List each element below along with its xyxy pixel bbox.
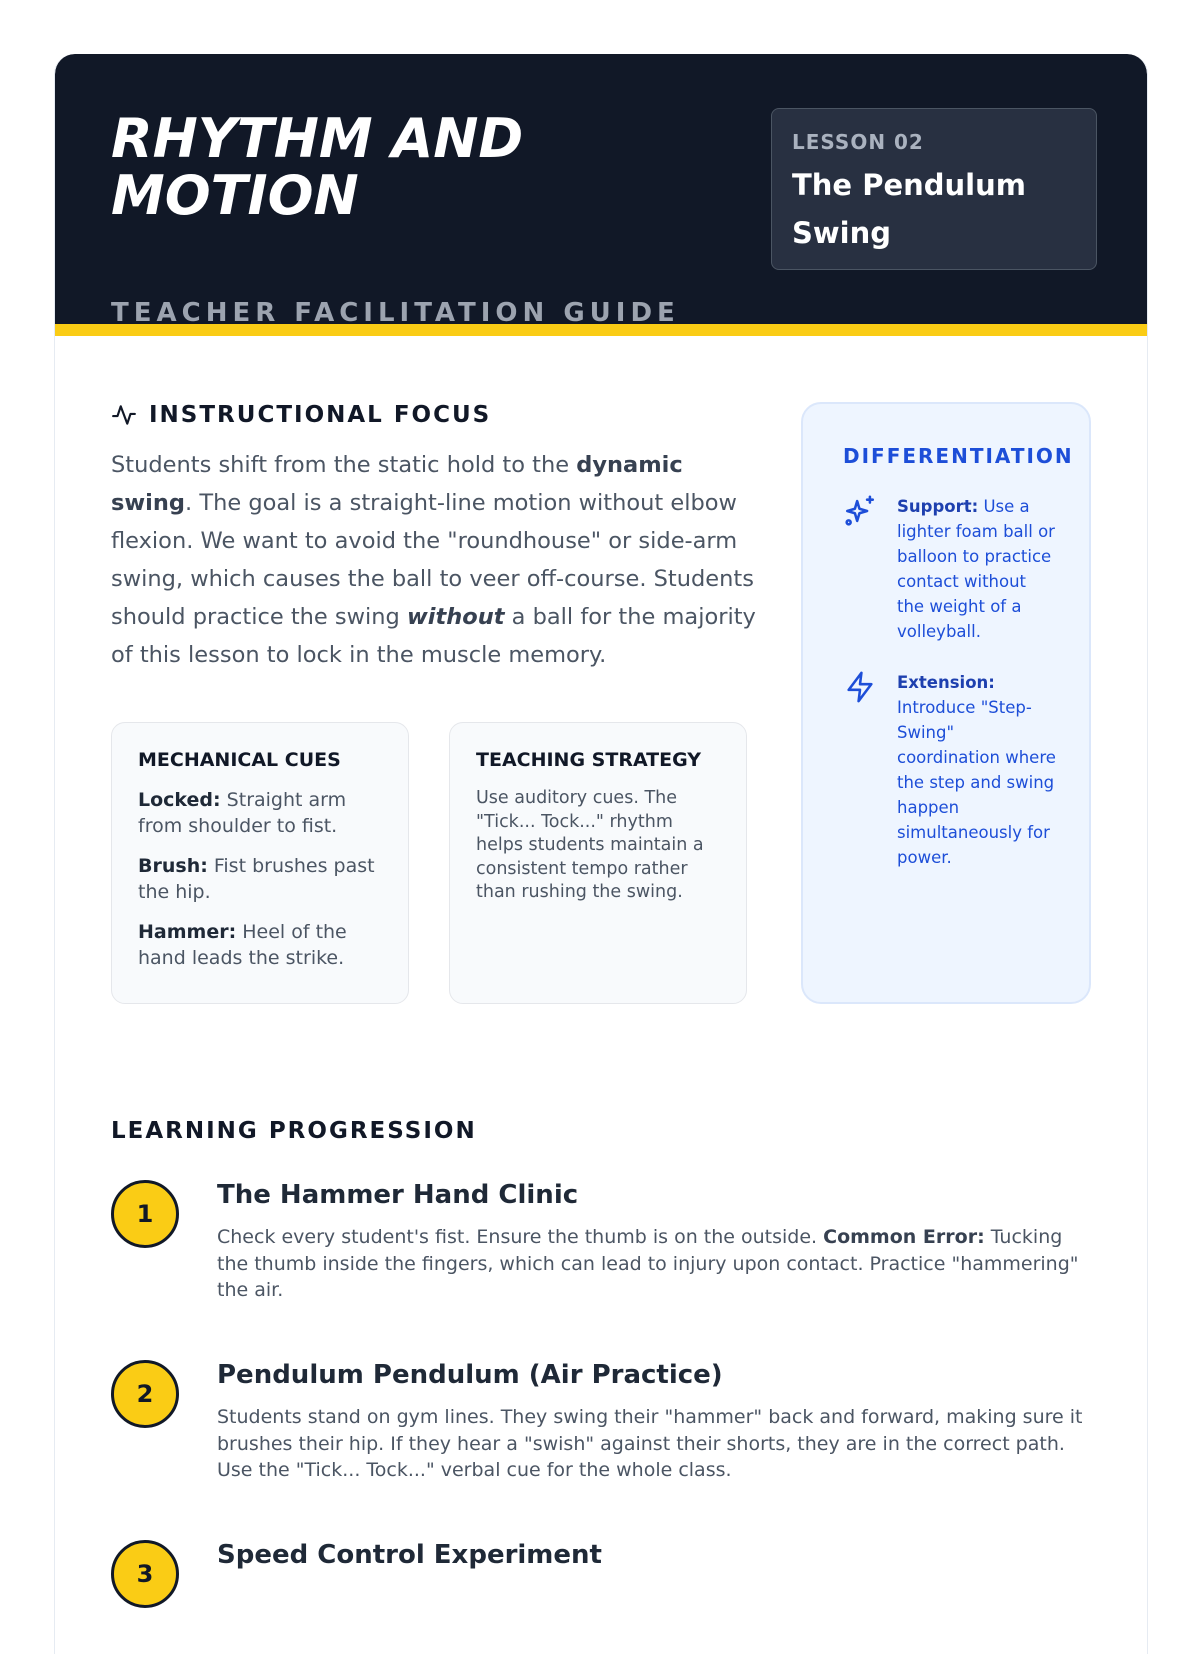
step-description: Students stand on gym lines. They swing their "hammer" back and forward, making sure it brushes their hip. If they hear a "swish" against their shorts, they are in the correct path. Use the "Tick... Tock..." verbal cue for the whole class. xyxy=(217,1406,1083,1481)
teaching-strategy-text: Use auditory cues. The "Tick... Tock..." rhythm helps students maintain a consistent tempo rather than rushing the swing. xyxy=(476,788,704,902)
sparkles-icon xyxy=(843,494,877,644)
step-title: Pendulum Pendulum (Air Practice) xyxy=(217,1360,723,1390)
activity-icon xyxy=(111,402,137,428)
extension-text: Extension: Introduce "Step-Swing" coordination where the step and swing happen simultaneously for power. xyxy=(897,673,1056,867)
support-text: Support: Use a lighter foam ball or balloon to practice contact without the weight of a volleyball. xyxy=(897,497,1055,641)
cue-item: Hammer: Heel of the hand leads the strike. xyxy=(138,921,347,969)
teaching-strategy-card xyxy=(449,722,747,1004)
learning-progression-heading: LEARNING PROGRESSION xyxy=(111,1118,477,1144)
cue-item: Locked: Straight arm from shoulder to fist. xyxy=(138,789,347,837)
lesson-guide-page xyxy=(54,54,1148,1654)
guide-title: RHYTHM AND MOTION xyxy=(111,107,524,227)
instructional-focus-heading xyxy=(111,402,491,428)
cue-item: Brush: Fist brushes past the hip. xyxy=(138,855,375,903)
lightning-icon xyxy=(843,670,877,870)
step-title: Speed Control Experiment xyxy=(217,1540,602,1570)
step-number-badge: 1 xyxy=(111,1180,179,1248)
step-title: The Hammer Hand Clinic xyxy=(217,1180,579,1210)
guide-subtitle: TEACHER FACILITATION GUIDE xyxy=(111,298,680,328)
lesson-number: LESSON 02 xyxy=(792,130,924,154)
step-number-badge: 2 xyxy=(111,1360,179,1428)
differentiation-extension xyxy=(843,670,1067,870)
step-number-badge: 3 xyxy=(111,1540,179,1608)
lesson-badge xyxy=(771,108,1097,270)
mechanical-cues-title: MECHANICAL CUES xyxy=(138,749,341,771)
guide-header xyxy=(55,54,1147,336)
instructional-focus-text: Students shift from the static hold to the dynamic swing. The goal is a straight-line motion without elbow flexion. We want to avoid the "roundhouse" or side-arm swing, which causes the ball to veer off-course. Students should practice the swing without a ball for the majority of this lesson to lock in the muscle memory. xyxy=(111,452,756,668)
step-description: Check every student's fist. Ensure the thumb is on the outside. Common Error: Tucking the thumb inside the fingers, which can lead to injury upon contact. Practice "hammering" the air. xyxy=(217,1226,1079,1301)
differentiation-card xyxy=(801,402,1091,1004)
differentiation-support xyxy=(843,494,1067,644)
instructional-focus-title: INSTRUCTIONAL FOCUS xyxy=(149,402,492,428)
mechanical-cues-card xyxy=(111,722,409,1004)
differentiation-title: DIFFERENTIATION xyxy=(843,444,1074,468)
teaching-strategy-title: TEACHING STRATEGY xyxy=(476,749,702,771)
lesson-name: The Pendulum Swing xyxy=(792,168,1026,250)
